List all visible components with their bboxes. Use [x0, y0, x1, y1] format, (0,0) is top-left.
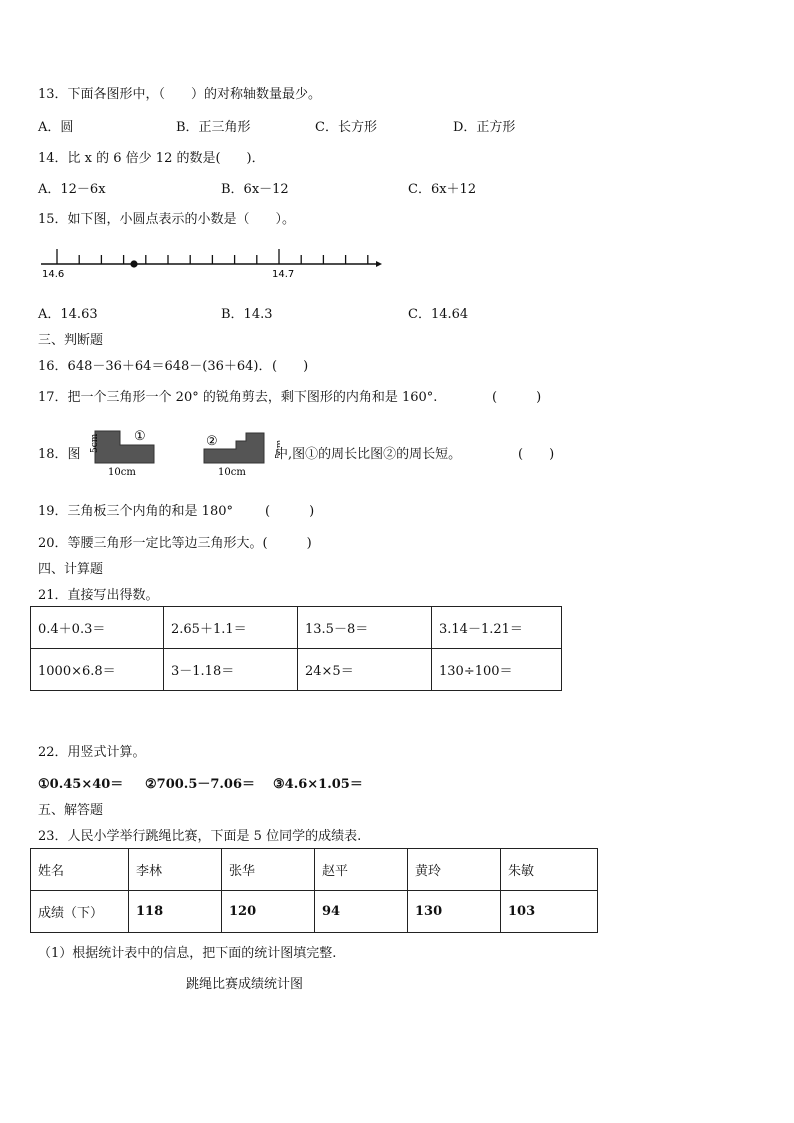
q22-item-2: ②700.5－7.06＝: [145, 777, 256, 792]
q20-text: 20．等腰三角形一定比等边三角形大。( ): [38, 536, 312, 551]
section-4-title: 四、计算题: [38, 562, 104, 577]
figure-1: [82, 425, 162, 477]
q13-option-a: A．圆: [38, 120, 74, 135]
figure-2: [198, 425, 280, 477]
q18-suffix: 中,图①的周长比图②的周长短。: [275, 447, 462, 462]
q23-header-cell: 张华: [222, 849, 315, 891]
q23-header-cell: 姓名: [31, 849, 129, 891]
number-line-left-label: 14.6: [42, 269, 65, 280]
q14-option-c: C．6x＋12: [408, 182, 477, 197]
figure-2-side-label: 5cm: [275, 439, 280, 459]
number-line-right-label: 14.7: [272, 269, 295, 280]
figure-1-number: ①: [134, 429, 146, 444]
q15-text: 15．如下图，小圆点表示的小数是（ ）。: [38, 212, 296, 227]
q15-option-c: C．14.64: [408, 307, 469, 322]
q16-text: 16．648－36＋64＝648－(36＋64)．: [38, 359, 272, 374]
q21-text: 21．直接写出得数。: [38, 588, 159, 603]
q14-option-b: B．6x－12: [221, 182, 289, 197]
q21-cell: 2.65＋1.1＝: [164, 607, 298, 649]
q19-blank: ( ): [265, 504, 315, 519]
q23-score-cell: 130: [408, 891, 501, 933]
figure-1-side-label: 5cm: [90, 433, 100, 453]
q16-blank: ( ): [272, 359, 309, 374]
q21-cell: 1000×6.8＝: [31, 649, 164, 691]
q21-table: [30, 606, 562, 691]
q21-cell: 0.4＋0.3＝: [31, 607, 164, 649]
q21-cell: 3－1.18＝: [164, 649, 298, 691]
q18-prefix: 18．图: [38, 447, 81, 462]
q23-score-cell: 94: [315, 891, 408, 933]
q21-cell: 13.5－8＝: [298, 607, 432, 649]
q21-cell: 130÷100＝: [432, 649, 562, 691]
q22-text: 22．用竖式计算。: [38, 745, 146, 760]
q22-item-1: ①0.45×40＝: [38, 777, 124, 792]
figure-1-bottom-label: 10cm: [108, 467, 136, 477]
q18-blank: ( ): [518, 447, 555, 462]
q22-item-3: ③4.6×1.05＝: [273, 777, 363, 792]
q21-cell: 3.14－1.21＝: [432, 607, 562, 649]
q23-table: [30, 848, 598, 933]
q17-blank: ( ): [492, 390, 542, 405]
number-line: [36, 240, 386, 280]
q15-option-a: A．14.63: [38, 307, 98, 322]
figure-2-bottom-label: 10cm: [218, 467, 246, 477]
q23-score-cell: 120: [222, 891, 315, 933]
q14-text: 14．比 x 的 6 倍少 12 的数是( )．: [38, 151, 265, 166]
q23-score-cell: 成绩（下）: [31, 891, 129, 933]
q23-sub1: （1）根据统计表中的信息，把下面的统计图填完整.: [38, 946, 337, 961]
q13-option-b: B．正三角形: [176, 120, 251, 135]
q23-text: 23．人民小学举行跳绳比赛，下面是 5 位同学的成绩表.: [38, 829, 362, 844]
section-5-title: 五、解答题: [38, 803, 104, 818]
q13-option-d: D．正方形: [453, 120, 516, 135]
q23-header-cell: 黄玲: [408, 849, 501, 891]
q13-text: 13．下面各图形中，（ ）的对称轴数量最少。: [38, 87, 322, 102]
q17-text: 17．把一个三角形一个 20° 的锐角剪去，剩下图形的内角和是 160°.: [38, 390, 438, 405]
q23-score-cell: 103: [501, 891, 598, 933]
section-3-title: 三、判断题: [38, 333, 104, 348]
number-line-dot: [130, 260, 137, 267]
q14-option-a: A．12－6x: [38, 182, 106, 197]
q15-option-b: B．14.3: [221, 307, 273, 322]
q23-header-cell: 赵平: [315, 849, 408, 891]
q21-cell: 24×5＝: [298, 649, 432, 691]
q23-header-cell: 朱敏: [501, 849, 598, 891]
figure-2-number: ②: [206, 434, 218, 449]
q23-header-cell: 李林: [129, 849, 222, 891]
q23-score-cell: 118: [129, 891, 222, 933]
chart-title: 跳绳比赛成绩统计图: [186, 977, 304, 992]
q19-text: 19．三角板三个内角的和是 180°: [38, 504, 233, 519]
q13-option-c: C．长方形: [315, 120, 377, 135]
